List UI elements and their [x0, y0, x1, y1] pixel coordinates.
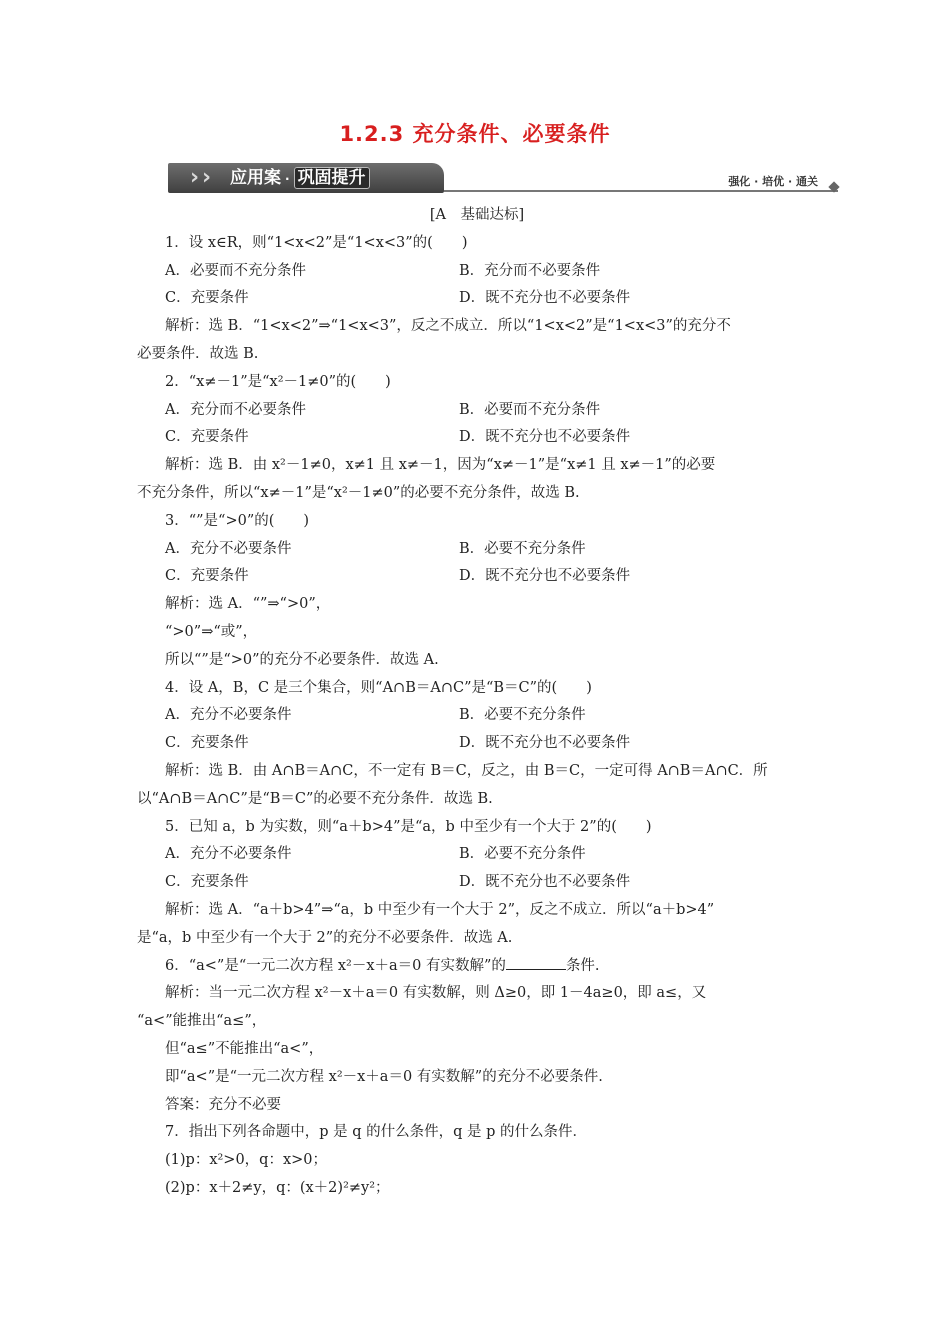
section-banner [168, 163, 840, 193]
banner-tagline: 强化 · 培优 · 通关 [728, 175, 818, 188]
option-a: A．充分不必要条件 [165, 707, 292, 724]
option-a: A．充分不必要条件 [165, 540, 292, 557]
option-b: B．充分而不必要条件 [459, 262, 601, 279]
question-1-stem: 1．设 x∈R，则“1<x<2”是“1<x<3”的( ) [165, 234, 468, 251]
question-6-analysis: 解析：当一元二次方程 x²－x＋a＝0 有实数解，则 Δ≥0，即 1－4a≥0，即 a≤，又 [165, 985, 707, 1002]
option-d: D．既不充分也不必要条件 [459, 568, 631, 585]
question-6-analysis-line-4: 即“a<”是“一元二次方程 x²－x＋a＝0 有实数解”的充分不必要条件. [165, 1068, 603, 1085]
question-2-stem: 2．“x≠－1”是“x²－1≠0”的( ) [165, 373, 391, 390]
option-b: B．必要而不充分条件 [459, 401, 601, 418]
question-5-analysis: 解析：选 A．“a＋b>4”⇒“a，b 中至少有一个大于 2”，反之不成立．所以“a＋b>4” [165, 901, 715, 918]
option-c: C．充要条件 [165, 290, 249, 307]
chevron-right-icon: › [202, 165, 212, 190]
question-3-analysis: 解析：选 A．“”⇒“>0”， [165, 596, 331, 613]
question-3-analysis-line-3: 所以“”是“>0”的充分不必要条件．故选 A. [165, 651, 439, 668]
question-1-options-row-2 [137, 285, 817, 313]
question-2-analysis-cont: 不充分条件，所以“x≠－1”是“x²－1≠0”的必要不充分条件，故选 B. [137, 484, 580, 501]
option-a: A．充分而不必要条件 [165, 401, 306, 418]
question-4-analysis: 解析：选 B．由 A∩B＝A∩C，不一定有 B＝C，反之，由 B＝C，一定可得 A∩B＝A∩C．所 [165, 762, 768, 779]
question-1-analysis: 解析：选 B．“1<x<2”⇒“1<x<3”，反之不成立．所以“1<x<2”是“1<x<3”的充分不 [165, 318, 731, 335]
section-header: [A 基础达标] [429, 207, 525, 223]
question-2-analysis: 解析：选 B．由 x²－1≠0，x≠1 且 x≠－1，因为“x≠－1”是“x≠1 且 x≠－1”的必要 [165, 457, 716, 474]
document-body [137, 202, 817, 1203]
question-3-options-row-2 [137, 563, 817, 591]
question-6-answer: 答案：充分不必要 [165, 1096, 281, 1113]
banner-label-1: 应用案 [230, 168, 281, 188]
option-c: C．充要条件 [165, 735, 249, 752]
option-a: A．必要而不充分条件 [165, 262, 306, 279]
question-6-analysis-line-3: 但“a≤”不能推出“a<”， [165, 1040, 324, 1057]
question-3-options-row-1 [137, 536, 817, 564]
question-4-stem: 4．设 A，B，C 是三个集合，则“A∩B＝A∩C”是“B＝C”的( ) [165, 679, 592, 696]
page-title: 1.2.3 充分条件、必要条件 [339, 122, 611, 146]
question-7-stem: 7．指出下列各命题中，p 是 q 的什么条件，q 是 p 的什么条件． [165, 1124, 588, 1141]
banner-label [230, 166, 370, 190]
question-3-analysis-line-2: “>0”⇒“或”， [165, 623, 258, 640]
chevron-right-icon: › [190, 165, 200, 190]
question-6-stem-end: 条件. [565, 957, 600, 974]
question-6-stem-text: 6．“a<”是“一元二次方程 x²－x＋a＝0 有实数解”的 [165, 957, 506, 974]
option-b: B．必要不充分条件 [459, 707, 586, 724]
option-a: A．充分不必要条件 [165, 846, 292, 863]
question-2-options-row-2 [137, 424, 817, 452]
answer-blank [506, 953, 566, 970]
question-1-options-row-1 [137, 258, 817, 286]
option-b: B．必要不充分条件 [459, 846, 586, 863]
question-5-analysis-cont: 是“a，b 中至少有一个大于 2”的充分不必要条件．故选 A. [137, 929, 513, 946]
option-c: C．充要条件 [165, 429, 249, 446]
banner-rule [444, 190, 838, 192]
question-4-options-row-2 [137, 730, 817, 758]
option-c: C．充要条件 [165, 568, 249, 585]
option-c: C．充要条件 [165, 874, 249, 891]
question-7-item-2: (2)p：x＋2≠y，q：(x＋2)²≠y²； [165, 1179, 390, 1196]
question-5-options-row-2 [137, 869, 817, 897]
question-5-options-row-1 [137, 841, 817, 869]
question-5-stem: 5．已知 a，b 为实数，则“a＋b>4”是“a，b 中至少有一个大于 2”的( ) [165, 818, 652, 835]
question-6-analysis-line-2: “a<”能推出“a≤”， [137, 1013, 267, 1030]
question-6-stem [137, 953, 817, 981]
option-d: D．既不充分也不必要条件 [459, 429, 631, 446]
question-7-item-1: (1)p：x²>0，q：x>0； [165, 1152, 328, 1169]
question-4-analysis-cont: 以“A∩B＝A∩C”是“B＝C”的必要不充分条件．故选 B. [137, 790, 493, 807]
question-4-options-row-1 [137, 702, 817, 730]
question-2-options-row-1 [137, 397, 817, 425]
option-d: D．既不充分也不必要条件 [459, 735, 631, 752]
banner-separator: · [285, 172, 290, 186]
question-1-analysis-cont: 必要条件．故选 B. [137, 345, 259, 362]
question-3-stem: 3．“”是“>0”的( ) [165, 512, 310, 529]
banner-label-2: 巩固提升 [294, 167, 370, 189]
option-b: B．必要不充分条件 [459, 540, 586, 557]
option-d: D．既不充分也不必要条件 [459, 290, 631, 307]
option-d: D．既不充分也不必要条件 [459, 874, 631, 891]
